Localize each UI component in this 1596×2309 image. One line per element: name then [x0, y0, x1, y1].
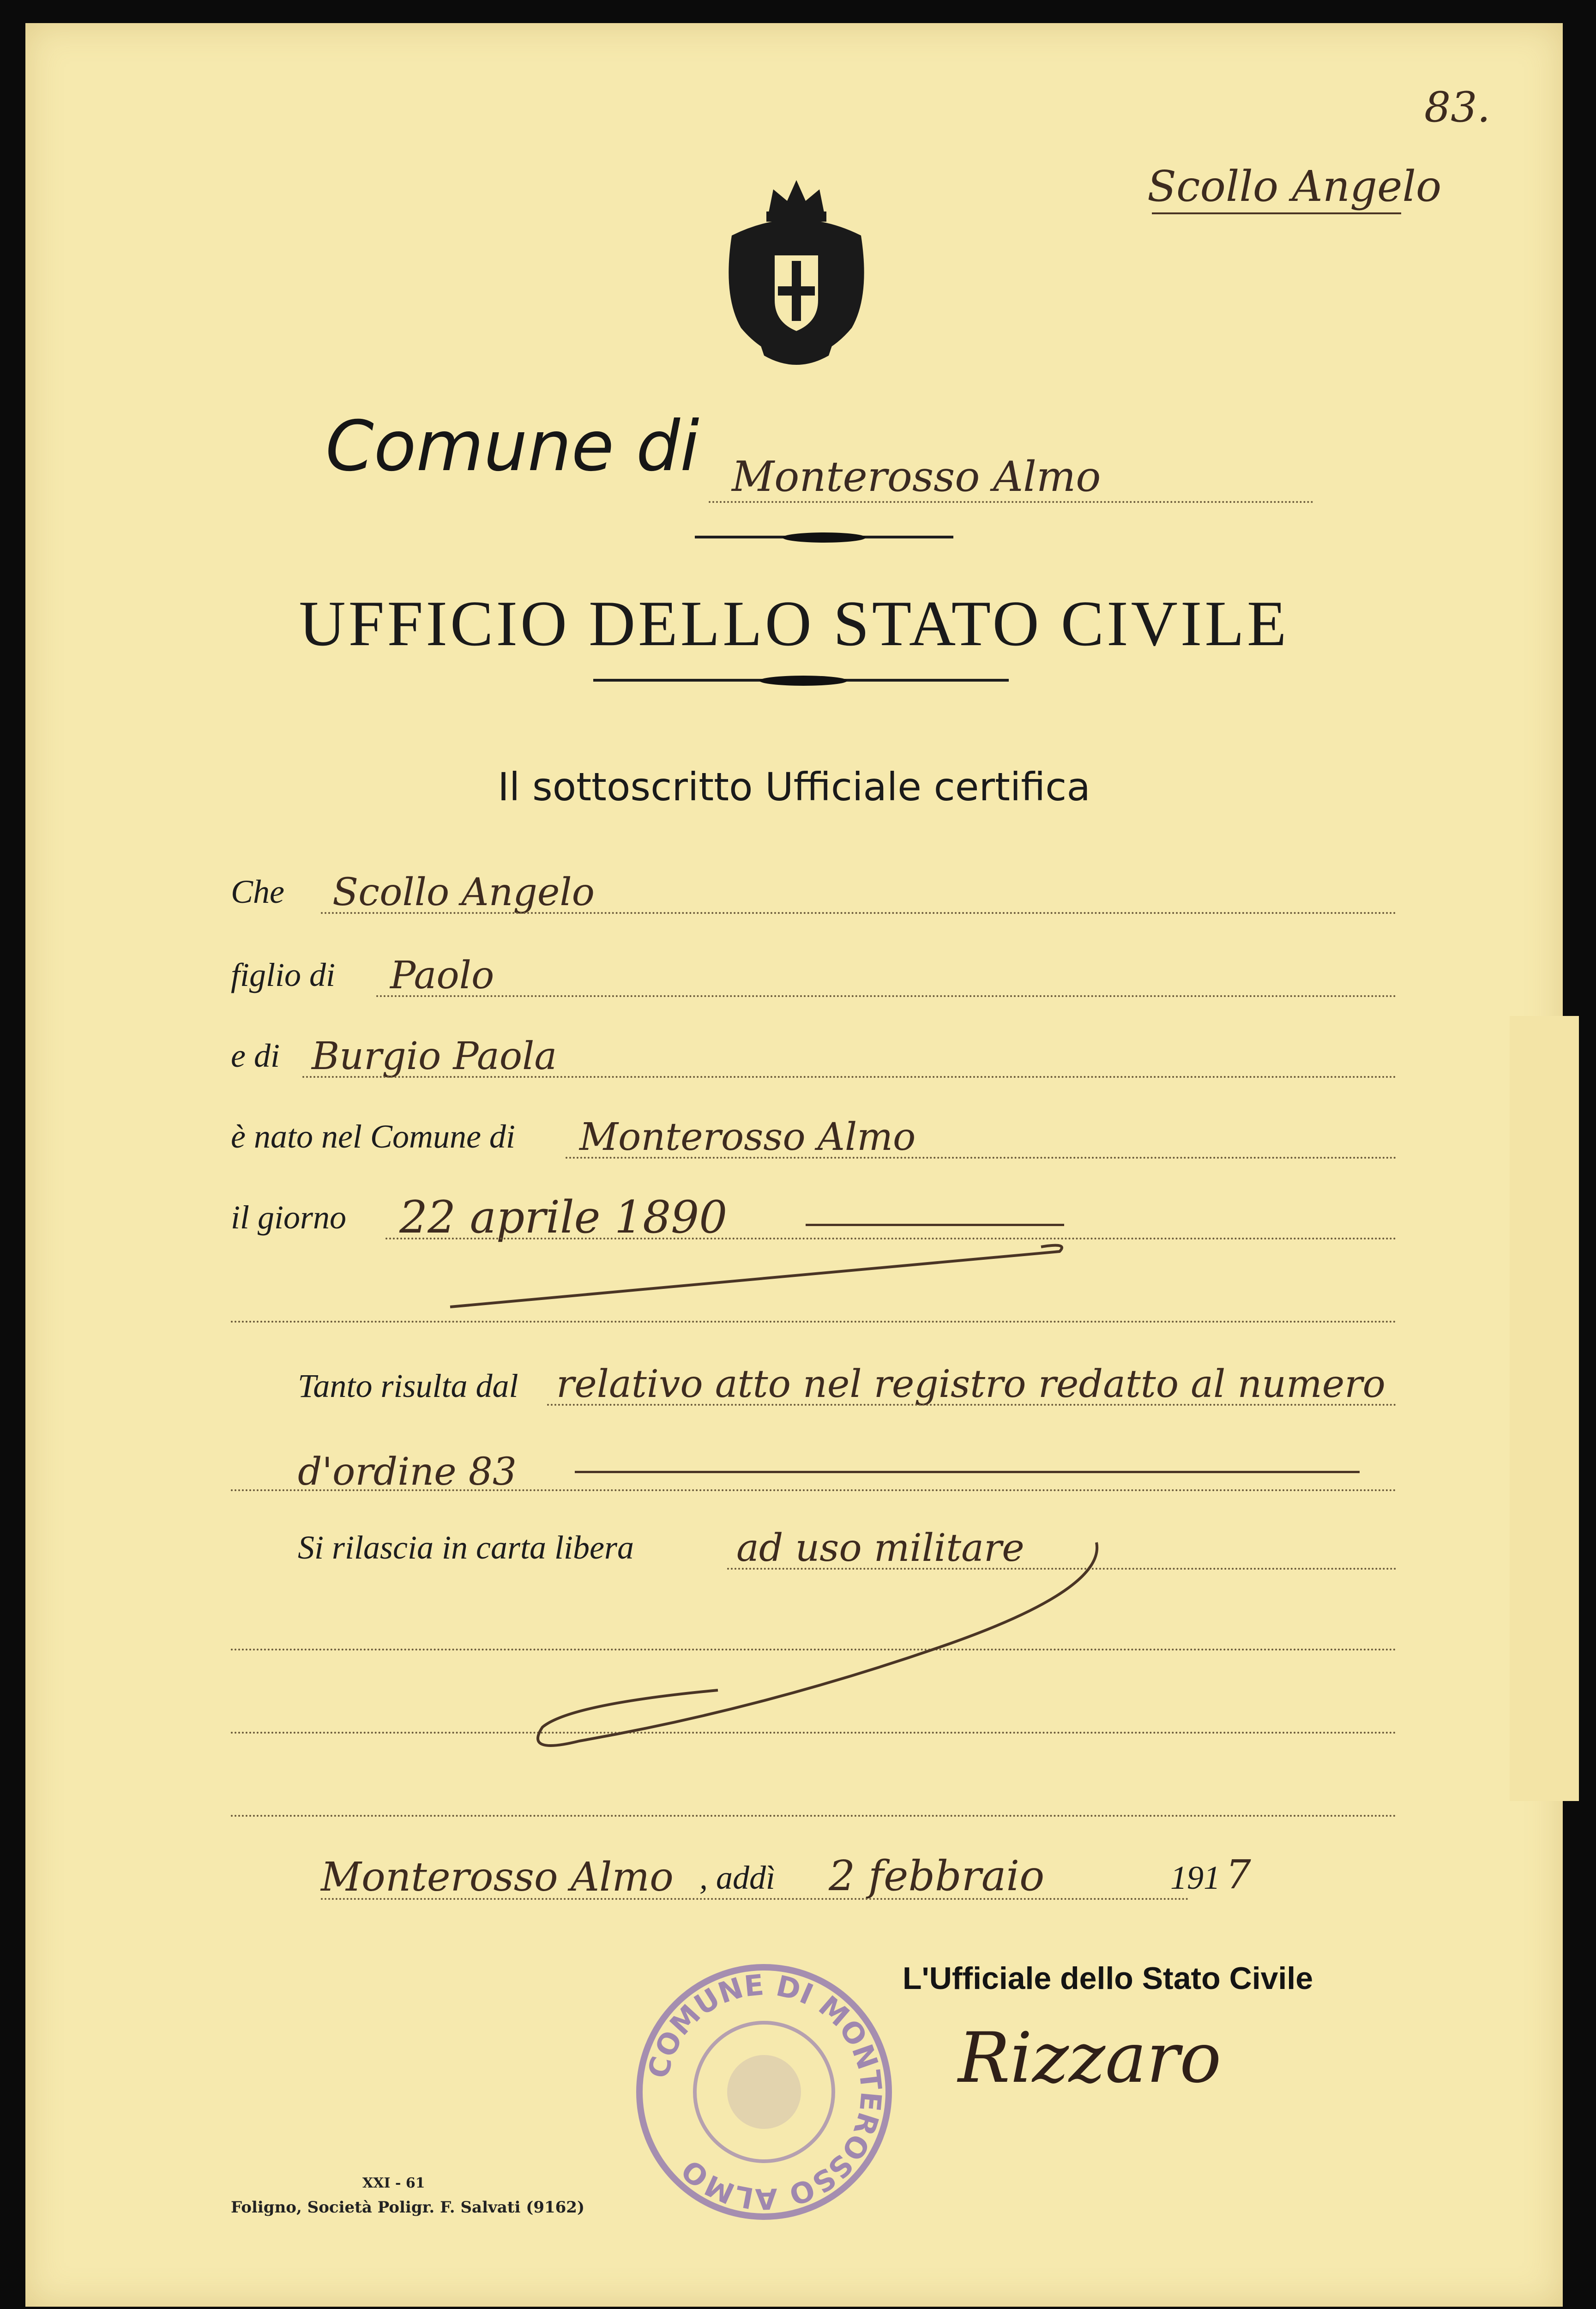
comune-stamp-icon [626, 1953, 903, 2230]
field-value-mother: Burgio Paola [312, 1034, 557, 1078]
blank-line-1 [231, 1321, 1397, 1323]
comune-value: Monterosso Almo [732, 453, 1101, 501]
office-title: UFFICIO DELLO STATO CIVILE [299, 588, 1289, 659]
ornament-divider-bottom-center [759, 676, 847, 686]
official-title: L'Ufficiale dello Stato Civile [903, 1961, 1313, 1996]
corner-name-underline [1152, 212, 1401, 214]
field-line-birthplace [566, 1157, 1397, 1159]
place-value: Monterosso Almo [321, 1854, 674, 1900]
year-suffix: 7 [1226, 1852, 1251, 1898]
coat-of-arms-icon [718, 175, 875, 369]
field-label-birthdate: il giorno [231, 1199, 347, 1236]
field-label-mother: e di [231, 1037, 280, 1074]
blank-line-4 [231, 1815, 1397, 1817]
corner-number: 83. [1424, 83, 1491, 132]
date-line [321, 1898, 1189, 1900]
stamp-text: COMUNE DI MONTEROSSO ALMO [641, 1968, 888, 2216]
rilascia-value: ad uso militare [736, 1526, 1024, 1570]
ordine-fill-stroke [575, 1471, 1360, 1473]
field-value-name: Scollo Angelo [332, 870, 595, 914]
printer-code: XXI - 61 [362, 2175, 425, 2191]
sheet-torn-edge [1510, 1016, 1579, 1801]
field-label-birthplace: è nato nel Comune di [231, 1118, 515, 1155]
ordine-value: d'ordine 83 [298, 1450, 517, 1494]
field-line-mother [302, 1076, 1397, 1078]
ornament-divider-top-center [783, 532, 866, 543]
certificate-sheet [25, 23, 1563, 2307]
field-line-father [376, 995, 1397, 997]
field-label-che: Che [231, 873, 284, 910]
rilascia-label: Si rilascia in carta libera [298, 1529, 634, 1566]
field-line-che [321, 912, 1397, 914]
tanto-label: Tanto risulta dal [298, 1367, 518, 1404]
official-signature: Rizzaro [958, 2018, 1222, 2098]
comune-dotted-line [709, 501, 1313, 503]
printer-line: Foligno, Società Poligr. F. Salvati (9162) [231, 2198, 585, 2217]
addi-label: , addì [699, 1859, 776, 1896]
field-label-father: figlio di [231, 956, 336, 993]
rilascia-flourish [487, 1533, 1133, 1773]
field-value-father: Paolo [390, 954, 494, 997]
field-value-birthplace: Monterosso Almo [579, 1115, 916, 1159]
birthdate-flourish [441, 1224, 1087, 1316]
corner-name: Scollo Angelo [1147, 162, 1442, 211]
tanto-line [547, 1404, 1397, 1406]
field-value-birthdate: 22 aprile 1890 [399, 1191, 728, 1243]
ordine-line [231, 1489, 1397, 1491]
tanto-value: relativo atto nel registro redatto al numero [556, 1362, 1385, 1406]
year-prefix: 191 [1170, 1859, 1220, 1896]
certify-line: Il sottoscritto Ufficiale certifica [498, 764, 1090, 810]
date-value: 2 febbraio [829, 1852, 1045, 1900]
comune-label: Comune di [325, 406, 699, 487]
